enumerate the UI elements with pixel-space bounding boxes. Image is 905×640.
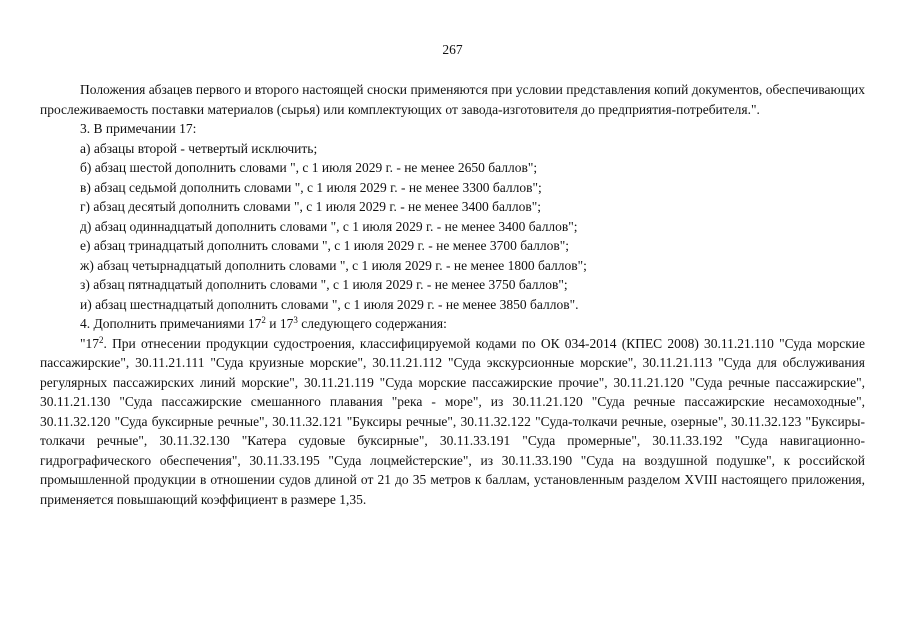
note-17-2-paragraph xyxy=(40,334,865,510)
item-3-f: е) абзац тринадцатый дополнить словами ", с 1 июля 2029 г. - не менее 3700 баллов"; xyxy=(80,238,570,253)
item-3-heading: 3. В примечании 17: xyxy=(80,121,197,136)
item-4-mid: и 17 xyxy=(265,316,294,331)
item-3-b: б) абзац шестой дополнить словами ", с 1 июля 2029 г. - не менее 2650 баллов"; xyxy=(80,160,538,175)
note-17-2-open: "17 xyxy=(80,335,100,351)
item-3-e: д) абзац одиннадцатый дополнить словами ", с 1 июля 2029 г. - не менее 3400 баллов"; xyxy=(80,218,578,234)
item-3-h: з) абзац пятнадцатый дополнить словами ", с 1 июля 2029 г. - не менее 3750 баллов"; xyxy=(80,277,568,292)
note-17-2-body: . При отнесении продукции судостроения, классифицируемой кодами по ОК 034-2014 (КПЕС 2008) 30.11.21.110 "Суда морские пассажирские", 30.11.21.111 "Суда круизные морские", 30.11.21.112 "Суда экскурсионные морские", 30.11.21.113 "Суда для обслуживания регулярных пассажирских линий морские", 30.11.21.119 "Суда морские пассажирские прочие", 30.11.21.120 "Суда речные пассажирские", 30.11.21.130 "Суда пассажирские смешанного плавания "река - море", из 30.11.21.120 "Суда речные пассажирские несамоходные", 30.11.32.120 "Суда буксирные речные", 30.11.32.121 "Буксиры речные", 30.11.32.122 "Суда-толкачи речные, озерные", 30.11.32.123 "Буксиры-толкачи речные", 30.11.32.130 "Катера судовые буксирные", 30.11.33.191 "Суда промерные", 30.11.33.192 "Суда навигационно-гидрографического обеспечения", 30.11.33.195 "Суда лоцмейстерские", из 30.11.33.190 "Суда на воздушной подушке", к российской промышленной продукции в отношении судов длиной от 21 до 35 метров к баллам, установленным разделом XVIII настоящего приложения, применяется повышающий коэффициент в размере 1,35. xyxy=(40,335,865,507)
item-4-sup-2: 3 xyxy=(293,315,298,325)
intro-paragraph: Положения абзацев первого и второго настоящей сноски применяются при условии представления копий документов, обеспечивающих прослеживаемость поставки материалов (сырья) или комплектующих от завода-изготовителя до предприятия-потребителя.". xyxy=(40,82,865,117)
item-4-heading xyxy=(40,314,865,334)
item-4-sup-1: 2 xyxy=(261,315,266,325)
item-3-g: ж) абзац четырнадцатый дополнить словами ", с 1 июля 2029 г. - не менее 1800 баллов"; xyxy=(80,257,587,273)
item-3-c: в) абзац седьмой дополнить словами ", с 1 июля 2029 г. - не менее 3300 баллов"; xyxy=(80,179,542,195)
page-number: 267 xyxy=(442,42,463,57)
item-4-prefix: 4. Дополнить примечаниями 17 xyxy=(80,316,262,331)
document-body xyxy=(40,80,865,509)
item-3-a: а) абзацы второй - четвертый исключить; xyxy=(80,140,318,156)
item-3-i: и) абзац шестнадцатый дополнить словами ", с 1 июля 2029 г. - не менее 3850 баллов". xyxy=(80,296,579,312)
note-17-2-sup: 2 xyxy=(99,334,104,345)
item-3-d: г) абзац десятый дополнить словами ", с 1 июля 2029 г. - не менее 3400 баллов"; xyxy=(80,199,541,214)
item-4-suffix: следующего содержания: xyxy=(297,316,447,331)
